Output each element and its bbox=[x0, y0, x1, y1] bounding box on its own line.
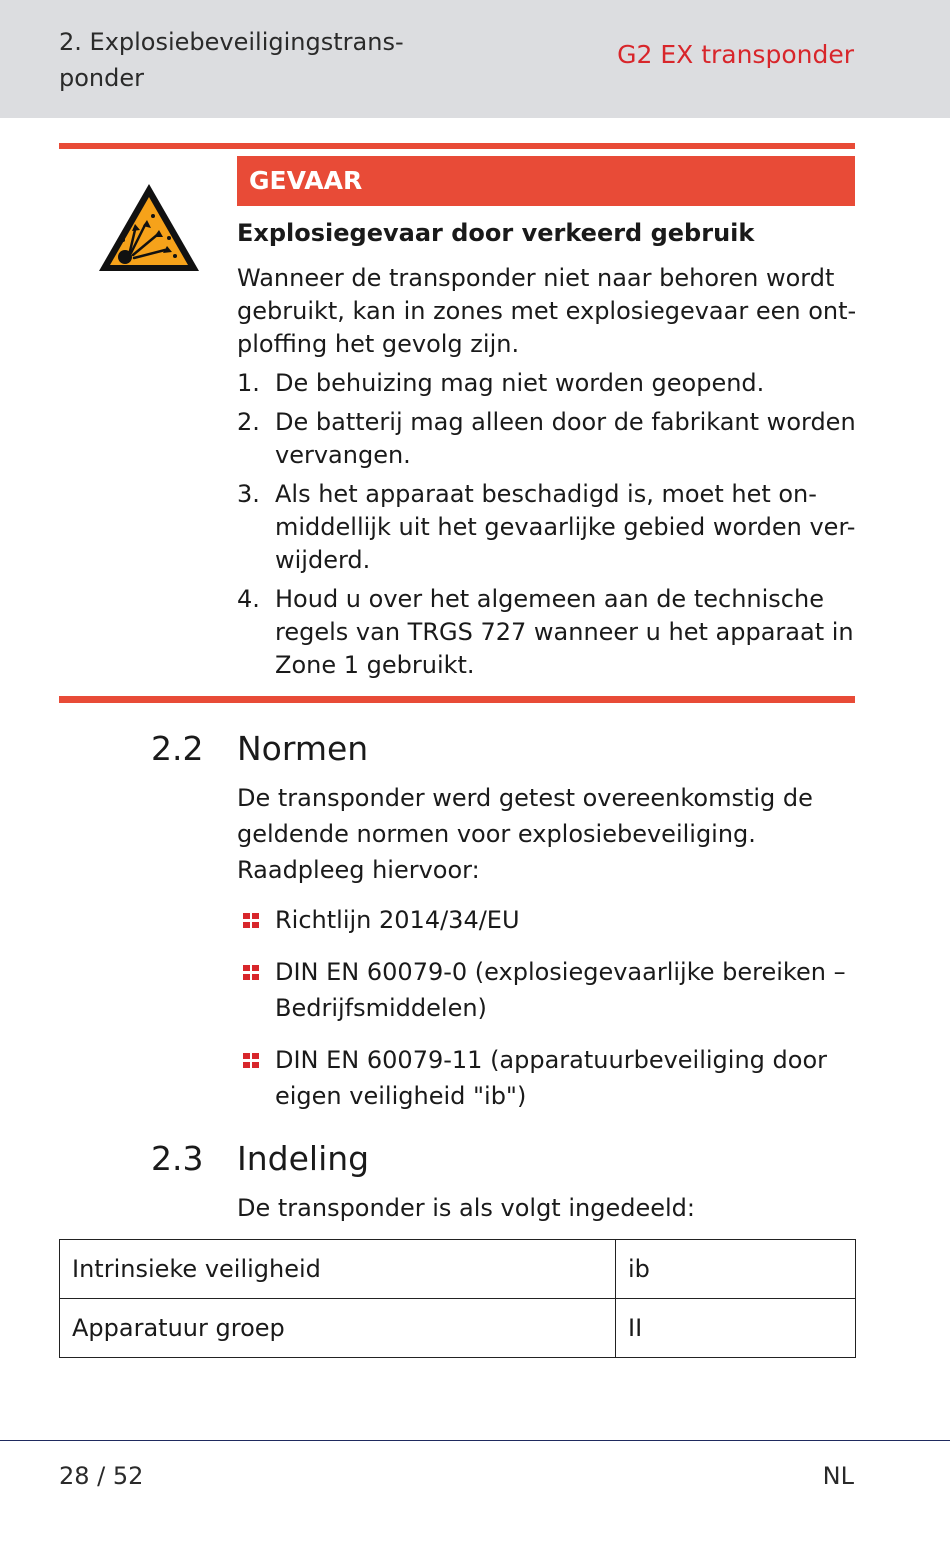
classification-table bbox=[59, 1239, 856, 1358]
warning-body bbox=[237, 262, 857, 688]
language-code: NL bbox=[822, 1462, 854, 1490]
page-number: 28 / 52 bbox=[59, 1462, 144, 1490]
warning-title: Explosiegevaar door verkeerd gebruik bbox=[237, 219, 755, 247]
list-item bbox=[237, 406, 857, 472]
list-item bbox=[237, 478, 857, 577]
section-title-normen: Normen bbox=[237, 729, 369, 768]
section-intro-normen: De transponder werd getest overeenkomstig de geldende normen voor explosiebeveiliging. Raadpleeg hiervoor: bbox=[237, 784, 813, 884]
page-header bbox=[0, 0, 950, 118]
table-cell-property: Apparatuur groep bbox=[60, 1299, 616, 1358]
section-number-indeling: 2.3 bbox=[151, 1139, 204, 1178]
footer-rule bbox=[0, 1440, 950, 1441]
warning-top-rule bbox=[59, 143, 855, 149]
chapter-title bbox=[59, 24, 479, 96]
red-square-bullet-icon bbox=[243, 913, 261, 929]
list-item bbox=[237, 367, 857, 400]
list-item bbox=[237, 583, 857, 682]
section-title-indeling: Indeling bbox=[237, 1139, 370, 1178]
section-number-normen: 2.2 bbox=[151, 729, 204, 768]
section-intro-indeling: De transponder is als volgt ingedeeld: bbox=[237, 1194, 695, 1222]
list-item-number: 3. bbox=[237, 480, 260, 508]
warning-bottom-rule bbox=[59, 696, 855, 703]
list-item-text: De batterij mag alleen door de fabrikant worden vervangen. bbox=[275, 408, 856, 469]
list-item-text: DIN EN 60079-0 (explosiegevaarlijke bereiken – Bedrijfsmiddelen) bbox=[275, 958, 846, 1022]
list-item-text: Houd u over het algemeen aan de technische regels van TRGS 727 wanneer u het apparaat in Zone 1 gebruikt. bbox=[275, 585, 854, 679]
table-row bbox=[60, 1240, 856, 1299]
list-item-text: De behuizing mag niet worden geopend. bbox=[275, 369, 765, 397]
table-cell-value: II bbox=[616, 1299, 856, 1358]
list-item bbox=[237, 902, 857, 938]
table-row bbox=[60, 1299, 856, 1358]
list-item-text: DIN EN 60079-11 (apparatuurbeveiliging door eigen veiligheid "ib") bbox=[275, 1046, 827, 1110]
standards-list bbox=[237, 902, 857, 1130]
list-item-number: 4. bbox=[237, 585, 260, 613]
list-item-number: 1. bbox=[237, 369, 260, 397]
chapter-title-line-1: 2. Explosiebeveiligingstrans- bbox=[59, 28, 404, 56]
product-name: G2 EX transponder bbox=[617, 40, 854, 69]
red-square-bullet-icon bbox=[243, 1053, 261, 1069]
explosive-hazard-triangle-icon bbox=[95, 180, 203, 275]
warning-text: Wanneer de transponder niet naar behoren wordt gebruikt, kan in zones met explosiegevaar een ont-ploffing het gevolg zijn. bbox=[237, 264, 857, 358]
list-item bbox=[237, 954, 857, 1026]
list-item-number: 2. bbox=[237, 408, 260, 436]
table-cell-value: ib bbox=[616, 1240, 856, 1299]
danger-label: GEVAAR bbox=[237, 156, 855, 206]
list-item-text: Als het apparaat beschadigd is, moet het on-middellijk uit het gevaarlijke gebied worden ver-wijderd. bbox=[275, 480, 856, 574]
red-square-bullet-icon bbox=[243, 965, 261, 981]
list-item-text: Richtlijn 2014/34/EU bbox=[275, 906, 520, 934]
warning-list bbox=[237, 367, 857, 682]
table-cell-property: Intrinsieke veiligheid bbox=[60, 1240, 616, 1299]
list-item bbox=[237, 1042, 857, 1114]
chapter-title-line-2: ponder bbox=[59, 64, 144, 92]
